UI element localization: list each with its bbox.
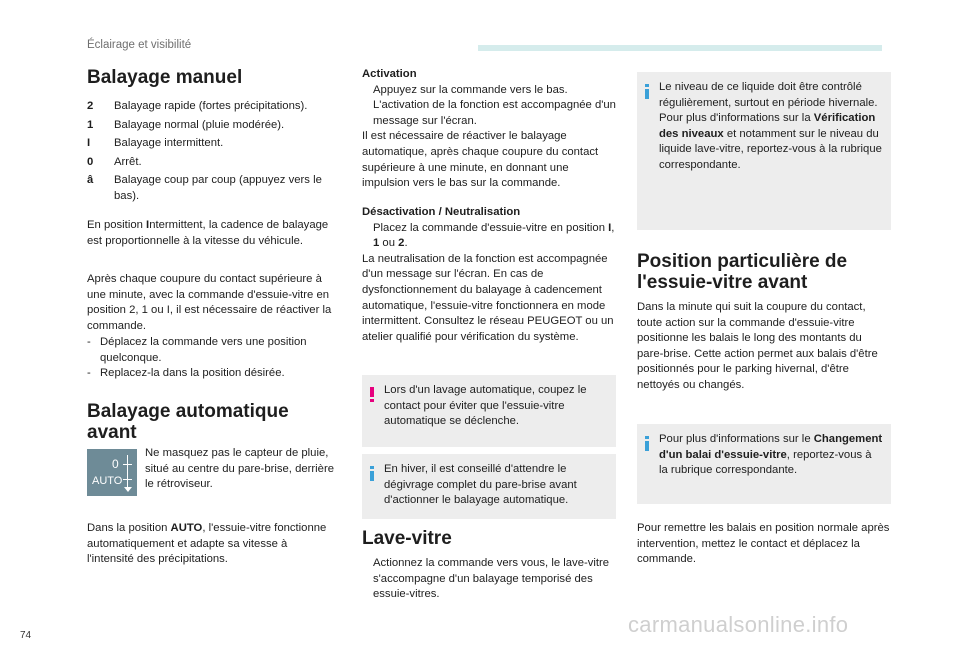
auto-control-illustration bbox=[87, 449, 137, 496]
page-number: 74 bbox=[20, 630, 32, 641]
list-item: Actionnez la commande vers vous, le lave-vitre s'accompagne d'un balayage temporisé des essuie-vitres. bbox=[373, 557, 610, 601]
mode-row bbox=[87, 173, 337, 204]
dash-list bbox=[87, 335, 337, 382]
auto-image-zero: 0 bbox=[112, 457, 119, 471]
mode-key: 0 bbox=[87, 155, 94, 168]
list-item: - Replacez-la dans la position désirée. bbox=[87, 367, 285, 380]
auto-image-label: AUTO bbox=[92, 475, 123, 487]
title-automatic-wiping: Balayage automatique avant bbox=[87, 401, 289, 443]
watermark-text: carmanualsonline.info bbox=[628, 612, 849, 637]
washer-section bbox=[362, 556, 616, 603]
list-item: - Déplacez la commande vers une position quelconque. bbox=[87, 336, 307, 364]
position-paragraph: Dans la minute qui suit la coupure du contact, toute action sur la commande d'essuie-vitre positionne les balais le long des montants du pare-brise. Cette action permet aux balais d'être positionnés pour le parking hivernal, d'être nettoyés ou changés. bbox=[637, 301, 878, 391]
after-cut-paragraph: Après chaque coupure du contact supérieure à une minute, avec la commande d'essuie-vitre en position 2, 1 ou I, il est nécessaire de réactiver la commande. bbox=[87, 273, 332, 332]
mode-label: Balayage coup par coup (appuyez vers le bas). bbox=[114, 174, 322, 202]
deactivation-section bbox=[362, 205, 616, 345]
activation-paragraph: Il est nécessaire de réactiver le balayage automatique, après chaque coupure du contact supérieure à une minute, en donnant une impulsion vers le bas sur la commande. bbox=[362, 130, 599, 190]
info-box-fluid-level: Le niveau de ce liquide doit être contrôlé régulièrement, surtout en période hivernale. Pour plus d'informations sur la Vérification des niveaux et notamment sur le niveau du liquide lave-vitre, reportez-vous à la rubrique correspondante. bbox=[637, 72, 891, 230]
mode-row bbox=[87, 118, 337, 134]
list-item: Appuyez sur la commande vers le bas. L'activation de la fonction est accompagnée d'un message sur l'écran. bbox=[373, 83, 616, 127]
title-manual-wiping: Balayage manuel bbox=[87, 67, 243, 88]
intermittent-paragraph: En position Intermittent, la cadence de balayage est proportionnelle à la vitesse du véhicule. bbox=[87, 219, 329, 247]
activation-section bbox=[362, 67, 616, 192]
header-accent-bar bbox=[478, 45, 882, 51]
mode-row bbox=[87, 99, 337, 115]
title-washer: Lave-vitre bbox=[362, 528, 452, 549]
final-paragraph: Pour remettre les balais en position normale après intervention, mettez le contact et déplacez la commande. bbox=[637, 522, 890, 566]
info-icon bbox=[645, 84, 649, 98]
activation-title: Activation bbox=[362, 68, 417, 80]
auto-paragraph: Dans la position AUTO, l'essuie-vitre fonctionne automatiquement et adapte sa vitesse à l'intensité des précipitations. bbox=[87, 522, 327, 566]
mode-key: 1 bbox=[87, 118, 94, 131]
mode-key: I bbox=[87, 137, 91, 150]
info-icon bbox=[370, 466, 374, 480]
deactivation-title: Désactivation / Neutralisation bbox=[362, 206, 521, 218]
mode-row bbox=[87, 136, 337, 152]
mode-label: Balayage normal (pluie modérée). bbox=[114, 118, 285, 131]
info-icon bbox=[645, 436, 649, 450]
sensor-note: Ne masquez pas le capteur de pluie, situé au centre du pare-brise, derrière le rétroviseur. bbox=[145, 447, 335, 491]
list-item: Placez la commande d'essuie-vitre en position I, 1 ou 2. bbox=[373, 221, 615, 250]
mode-label: Balayage intermittent. bbox=[114, 137, 224, 150]
wiper-mode-list bbox=[87, 99, 337, 205]
mode-label: Arrêt. bbox=[114, 155, 142, 168]
section-header: Éclairage et visibilité bbox=[87, 39, 192, 51]
mode-label: Balayage rapide (fortes précipitations). bbox=[114, 100, 308, 112]
deactivation-paragraph: La neutralisation de la fonction est accompagnée d'un message sur l'écran. En cas de dysfonctionnement du balayage à cadencement automatique, l'essuie-vitre fonctionnera en mode intermittent. Consultez le réseau PEUGEOT ou un atelier qualifié pour vérification du système. bbox=[362, 252, 614, 343]
warning-icon bbox=[370, 387, 374, 401]
mode-key: 2 bbox=[87, 100, 94, 112]
title-wiper-position: Position particulière de l'essuie-vitre avant bbox=[637, 251, 848, 293]
info-box-winter: En hiver, il est conseillé d'attendre le dégivrage complet du pare-brise avant d'actionner le balayage automatique. bbox=[362, 454, 616, 519]
warning-box: Lors d'un lavage automatique, coupez le contact pour éviter que l'essuie-vitre automatique se déclenche. bbox=[362, 375, 616, 447]
info-box-blade-change: Pour plus d'informations sur le Changement d'un balai d'essuie-vitre, reportez-vous à la rubrique correspondante. bbox=[637, 424, 891, 504]
mode-key: â bbox=[87, 174, 94, 187]
mode-row bbox=[87, 155, 337, 171]
